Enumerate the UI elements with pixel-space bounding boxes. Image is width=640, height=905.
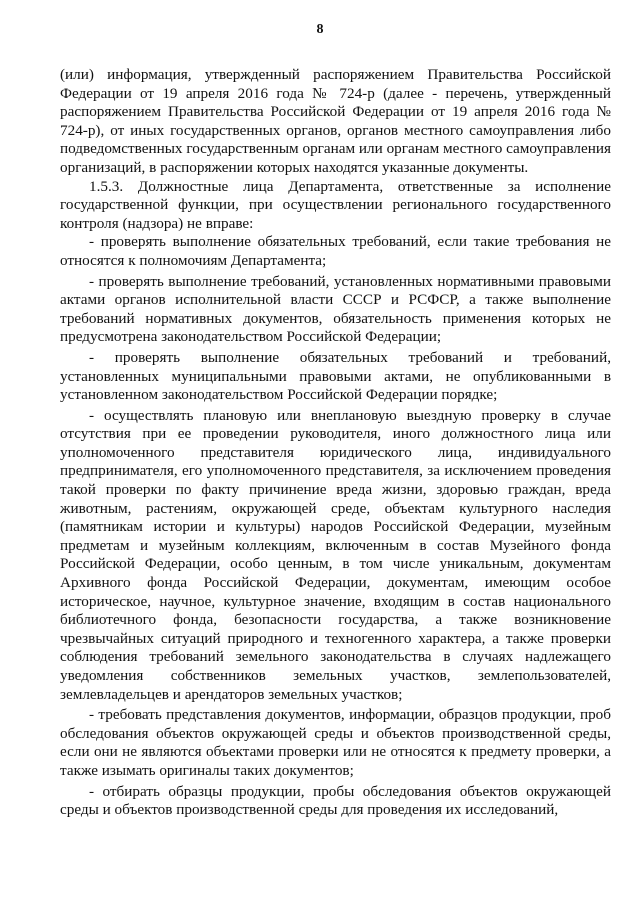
list-item: - требовать представления документов, информации, образцов продукции, проб обследования объектов окружающей среды и объектов производственной среды, если они не являются объектами проверки или не относятся к предмету проверки, а также изымать оригиналы таких документов; (60, 706, 611, 779)
page-number: 8 (316, 22, 324, 37)
paragraph-continuation: (или) информация, утвержденный распоряжением Правительства Российской Федерации от 19 апреля 2016 года № 724-р (далее - перечень, утвержденный распоряжением Правительства Российской Федерации от 19 апреля 2016 года № 724-р), от иных государственных органов, органов местного самоуправления либо подведомственных государственным органам или органам местного самоуправления организаций, в распоряжении которых находятся указанные документы. (60, 66, 611, 176)
list-item: - осуществлять плановую или внеплановую выездную проверку в случае отсутствия при ее проведении руководителя, иного должностного лица или уполномоченного представителя юридического лица, индивидуального предпринимателя, его уполномоченного представителя, за исключением проведения такой проверки по факту причинение вреда жизни, здоровью граждан, вреда животным, растениям, окружающей среде, объектам культурного наследия (памятникам истории и культуры) народов Российской Федерации, музейным предметам и музейным коллекциям, включенным в состав Музейного фонда Российской Федерации, особо ценным, в том числе уникальным, документам Архивного фонда Российской Федерации, документам, имеющим особое историческое, научное, культурное значение, входящим в состав национального библиотечного фонда, безопасности государства, а также возникновение чрезвычайных ситуаций природного и техногенного характера, а также проверки соблюдения требований земельного законодательства в случаях надлежащего уведомления собственников земельных участков, землепользователей, землевладельцев и арендаторов земельных участков; (60, 406, 611, 703)
list-item: - проверять выполнение обязательных требований и требований, установленных муниципальными правовыми актами, не опубликованными в установленном законодательством Российской Федерации порядке; (60, 348, 611, 404)
list-item: - проверять выполнение требований, установленных нормативными правовыми актами органов исполнительной власти СССР и РСФСР, а также выполнение требований нормативных документов, обязательность применения которых не предусмотрена законодательством Российской Федерации; (60, 272, 611, 346)
list-item: - проверять выполнение обязательных требований, если такие требования не относятся к полномочиям Департамента; (60, 233, 611, 269)
paragraph-1-5-3: 1.5.3. Должностные лица Департамента, ответственные за исполнение государственной функции, при осуществлении регионального государственного контроля (надзора) не вправе: (60, 177, 611, 232)
list-item: - отбирать образцы продукции, пробы обследования объектов окружающей среды и объектов производственной среды для проведения их исследований, (60, 782, 611, 819)
document-body (60, 66, 611, 820)
